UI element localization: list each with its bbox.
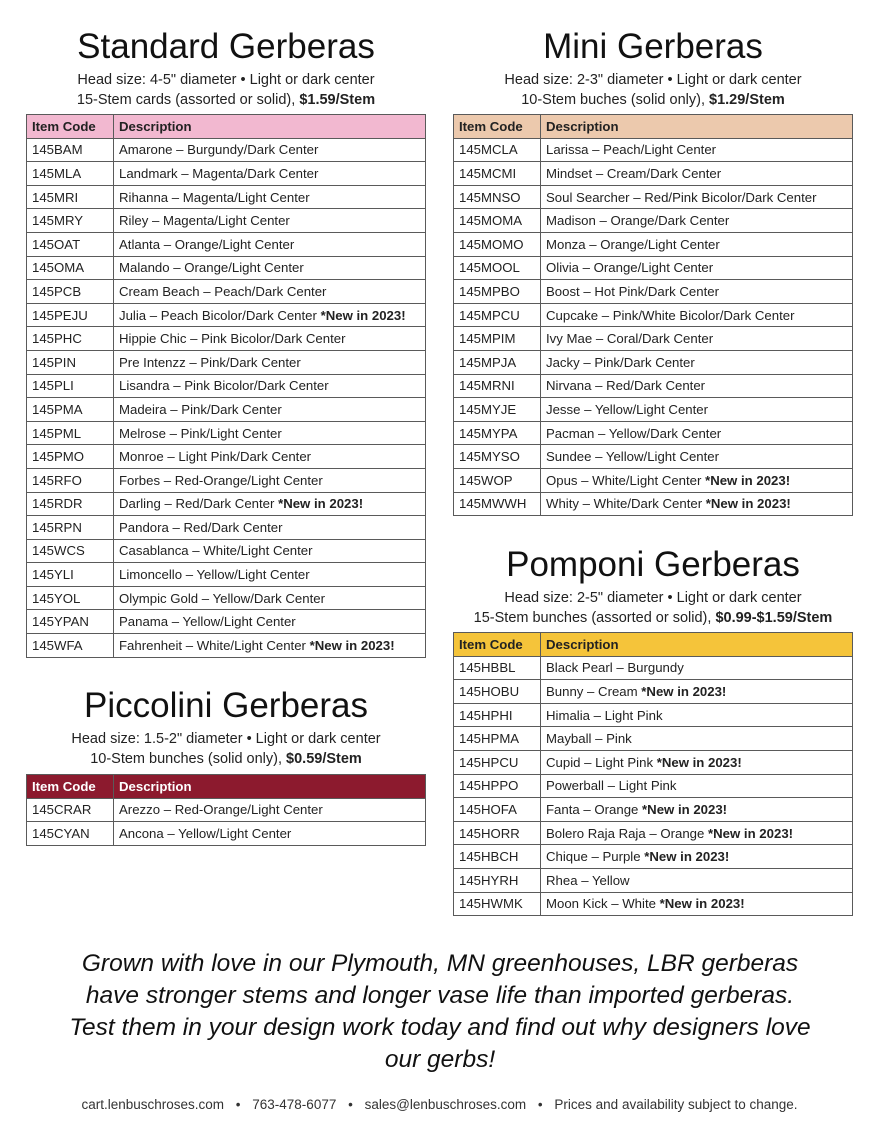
table-row — [27, 232, 426, 256]
item-description: Boost – Hot Pink/Dark Center — [546, 283, 719, 299]
item-code: 145CYAN — [27, 822, 114, 846]
item-description: Olympic Gold – Yellow/Dark Center — [119, 590, 325, 606]
table-row — [27, 162, 426, 186]
item-description-cell — [541, 256, 853, 280]
item-description-cell — [541, 138, 853, 162]
new-badge: *New in 2023! — [708, 825, 794, 841]
item-code: 145YPAN — [27, 610, 114, 634]
item-description-cell — [114, 374, 426, 398]
item-description: Panama – Yellow/Light Center — [119, 614, 296, 630]
item-description: Cupcake – Pink/White Bicolor/Dark Center — [546, 307, 795, 323]
piccolini-table — [26, 774, 426, 846]
item-description-cell — [114, 280, 426, 304]
table-row — [27, 798, 426, 822]
piccolini-section — [26, 687, 426, 769]
table-row — [27, 563, 426, 587]
pomponi-table — [453, 632, 853, 916]
table-row — [454, 868, 853, 892]
item-code: 145PCB — [27, 280, 114, 304]
table-row — [454, 821, 853, 845]
item-code: 145HPMA — [454, 727, 541, 751]
footer — [0, 1097, 879, 1112]
item-code: 145HPCU — [454, 750, 541, 774]
item-code: 145HBBL — [454, 656, 541, 680]
item-code: 145HBCH — [454, 845, 541, 869]
item-description: Nirvana – Red/Dark Center — [546, 378, 706, 394]
item-description: Olivia – Orange/Light Center — [546, 260, 714, 276]
item-description: Mindset – Cream/Dark Center — [546, 165, 722, 181]
item-description: Hippie Chic – Pink Bicolor/Dark Center — [119, 331, 346, 347]
item-code: 145PML — [27, 421, 114, 445]
item-code: 145PIN — [27, 350, 114, 374]
footer-separator: • — [235, 1097, 241, 1112]
item-description-cell — [114, 634, 426, 658]
item-description: Pre Intenzz – Pink/Dark Center — [119, 354, 301, 370]
footer-phone[interactable]: 763-478-6077 — [252, 1097, 337, 1112]
table-row — [27, 327, 426, 351]
item-code: 145PLI — [27, 374, 114, 398]
item-code: 145MOMA — [454, 209, 541, 233]
new-badge: *New in 2023! — [320, 307, 406, 323]
item-code-header: Item Code — [454, 115, 541, 139]
new-badge: *New in 2023! — [659, 896, 745, 912]
table-row — [454, 445, 853, 469]
item-description-cell — [114, 398, 426, 422]
table-row — [454, 492, 853, 516]
item-description: Cupid – Light Pink — [546, 754, 657, 770]
table-row — [454, 398, 853, 422]
item-description-cell — [541, 280, 853, 304]
item-description: Moon Kick – White — [546, 896, 660, 912]
table-row — [454, 892, 853, 916]
pomponi-price: $0.99-$1.59/Stem — [715, 610, 833, 626]
item-code-header: Item Code — [27, 115, 114, 139]
item-code: 145OMA — [27, 256, 114, 280]
item-description: Landmark – Magenta/Dark Center — [119, 165, 319, 181]
table-row — [454, 185, 853, 209]
item-description: Julia – Peach Bicolor/Dark Center — [119, 307, 321, 323]
item-description-cell — [541, 821, 853, 845]
table-row — [454, 162, 853, 186]
item-code: 145HPPO — [454, 774, 541, 798]
item-description: Himalia – Light Pink — [546, 707, 663, 723]
item-description-cell — [541, 209, 853, 233]
table-row — [454, 374, 853, 398]
table-row — [27, 468, 426, 492]
item-description-cell — [541, 727, 853, 751]
table-header-row — [454, 633, 853, 657]
item-description: Fahrenheit – White/Light Center — [119, 637, 310, 653]
item-description-cell — [541, 703, 853, 727]
table-row — [27, 303, 426, 327]
item-description-cell — [541, 162, 853, 186]
item-description-cell — [541, 774, 853, 798]
item-description-cell — [114, 256, 426, 280]
item-description-cell — [541, 892, 853, 916]
footer-separator: • — [348, 1097, 353, 1112]
item-code: 145WCS — [27, 539, 114, 563]
item-description-cell — [114, 232, 426, 256]
item-code: 145MRY — [27, 209, 114, 233]
item-code: 145MOMO — [454, 232, 541, 256]
mini-price: $1.29/Stem — [709, 92, 785, 108]
item-code: 145MNSO — [454, 185, 541, 209]
item-code: 145MPJA — [454, 350, 541, 374]
pomponi-section — [453, 546, 853, 628]
table-row — [27, 822, 426, 846]
table-row — [27, 421, 426, 445]
item-description-cell — [114, 539, 426, 563]
table-row — [27, 209, 426, 233]
item-description: Bolero Raja Raja – Orange — [546, 825, 709, 841]
item-description: Fanta – Orange — [546, 801, 643, 817]
description-header: Description — [541, 633, 853, 657]
item-description: Mayball – Pink — [546, 731, 632, 747]
item-description: Ivy Mae – Coral/Dark Center — [546, 331, 714, 347]
table-row — [27, 256, 426, 280]
item-description-cell — [114, 798, 426, 822]
item-code: 145HOBU — [454, 680, 541, 704]
item-description: Chique – Purple — [546, 849, 645, 865]
mini-table — [453, 114, 853, 516]
item-code: 145YLI — [27, 563, 114, 587]
item-description-cell — [541, 303, 853, 327]
item-description-cell — [541, 868, 853, 892]
pomponi-pricing-text: 15-Stem bunches (assorted or solid), — [473, 610, 716, 626]
table-row — [27, 586, 426, 610]
item-code: 145HWMK — [454, 892, 541, 916]
item-description: Whity – White/Dark Center — [546, 496, 706, 512]
item-description: Pandora – Red/Dark Center — [119, 519, 283, 535]
table-row — [454, 209, 853, 233]
item-description: Jesse – Yellow/Light Center — [546, 401, 709, 417]
item-description-cell — [114, 516, 426, 540]
item-code: 145MPCU — [454, 303, 541, 327]
item-code: 145WOP — [454, 468, 541, 492]
item-description-cell — [114, 350, 426, 374]
item-code: 145MYSO — [454, 445, 541, 469]
item-description-cell — [541, 680, 853, 704]
standard-table — [26, 114, 426, 658]
item-description-cell — [114, 162, 426, 186]
item-description: Opus – White/Light Center — [546, 472, 706, 488]
item-description: Malando – Orange/Light Center — [119, 260, 304, 276]
item-description-cell — [541, 185, 853, 209]
item-description: Rihanna – Magenta/Light Center — [119, 189, 310, 205]
item-description-cell — [114, 563, 426, 587]
table-row — [454, 774, 853, 798]
item-code: 145MCMI — [454, 162, 541, 186]
piccolini-price: $0.59/Stem — [286, 751, 362, 767]
item-description: Monza – Orange/Light Center — [546, 236, 720, 252]
item-description-cell — [541, 421, 853, 445]
item-description-cell — [114, 209, 426, 233]
item-code: 145MRNI — [454, 374, 541, 398]
item-description-cell — [114, 610, 426, 634]
table-header-row — [27, 775, 426, 799]
item-description: Monroe – Light Pink/Dark Center — [119, 449, 312, 465]
item-description-cell — [114, 138, 426, 162]
standard-pricing — [26, 90, 426, 110]
piccolini-pricing — [26, 749, 426, 769]
table-row — [27, 138, 426, 162]
new-badge: *New in 2023! — [705, 472, 791, 488]
item-description-cell — [541, 468, 853, 492]
table-row — [27, 398, 426, 422]
new-badge: *New in 2023! — [705, 496, 791, 512]
item-code: 145MCLA — [454, 138, 541, 162]
item-code: 145CRAR — [27, 798, 114, 822]
item-description-cell — [114, 492, 426, 516]
table-row — [27, 539, 426, 563]
piccolini-head-size: Head size: 1.5-2" diameter • Light or dark center — [71, 731, 381, 747]
table-row — [454, 232, 853, 256]
mini-pricing — [453, 90, 853, 110]
table-row — [454, 350, 853, 374]
item-code-header: Item Code — [454, 633, 541, 657]
item-description: Ancona – Yellow/Light Center — [119, 825, 292, 841]
item-description: Lisandra – Pink Bicolor/Dark Center — [119, 378, 329, 394]
item-description: Riley – Magenta/Light Center — [119, 213, 290, 229]
item-code: 145MPIM — [454, 327, 541, 351]
table-row — [454, 303, 853, 327]
item-code: 145RFO — [27, 468, 114, 492]
standard-head-size: Head size: 4-5" diameter • Light or dark center — [77, 72, 375, 88]
item-code: 145HORR — [454, 821, 541, 845]
item-code: 145MOOL — [454, 256, 541, 280]
item-description: Madeira – Pink/Dark Center — [119, 401, 282, 417]
table-row — [454, 750, 853, 774]
table-row — [27, 350, 426, 374]
item-description-cell — [541, 750, 853, 774]
table-row — [454, 727, 853, 751]
item-code: 145MYPA — [454, 421, 541, 445]
standard-pricing-text: 15-Stem cards (assorted or solid), — [76, 92, 300, 108]
item-description-cell — [541, 798, 853, 822]
footer-note: Prices and availability subject to change. — [554, 1097, 798, 1112]
table-row — [454, 138, 853, 162]
item-code: 145PMA — [27, 398, 114, 422]
item-description: Black Pearl – Burgundy — [546, 660, 684, 676]
table-row — [454, 798, 853, 822]
item-description-cell — [114, 822, 426, 846]
piccolini-title: Piccolini Gerberas — [84, 686, 368, 725]
item-code: 145PEJU — [27, 303, 114, 327]
table-row — [454, 656, 853, 680]
table-row — [454, 845, 853, 869]
table-row — [454, 703, 853, 727]
table-header-row — [454, 115, 853, 139]
item-description-cell — [114, 586, 426, 610]
table-row — [27, 374, 426, 398]
mini-title: Mini Gerberas — [543, 27, 763, 66]
item-description: Cream Beach – Peach/Dark Center — [119, 283, 327, 299]
item-code-header: Item Code — [27, 775, 114, 799]
item-code: 145HPHI — [454, 703, 541, 727]
item-code: 145RDR — [27, 492, 114, 516]
item-description-cell — [114, 445, 426, 469]
item-description: Sundee – Yellow/Light Center — [546, 449, 720, 465]
item-description: Arezzo – Red-Orange/Light Center — [119, 802, 323, 818]
mini-section — [453, 28, 853, 110]
pomponi-pricing — [453, 608, 853, 628]
item-description: Pacman – Yellow/Dark Center — [546, 425, 722, 441]
description-header: Description — [541, 115, 853, 139]
item-code: 145MRI — [27, 185, 114, 209]
item-code: 145MWWH — [454, 492, 541, 516]
item-description-cell — [541, 492, 853, 516]
item-description-cell — [114, 327, 426, 351]
item-code: 145BAM — [27, 138, 114, 162]
item-code: 145MLA — [27, 162, 114, 186]
item-code: 145MYJE — [454, 398, 541, 422]
item-code: 145OAT — [27, 232, 114, 256]
item-code: 145YOL — [27, 586, 114, 610]
item-description: Casablanca – White/Light Center — [119, 543, 313, 559]
item-description: Forbes – Red-Orange/Light Center — [119, 472, 323, 488]
table-row — [454, 256, 853, 280]
table-header-row — [27, 115, 426, 139]
new-badge: *New in 2023! — [641, 683, 727, 699]
table-row — [27, 610, 426, 634]
item-description: Rhea – Yellow — [546, 872, 630, 888]
item-code: 145RPN — [27, 516, 114, 540]
mini-head-size: Head size: 2-3" diameter • Light or dark center — [504, 72, 802, 88]
item-description: Atlanta – Orange/Light Center — [119, 236, 295, 252]
standard-title: Standard Gerberas — [77, 27, 375, 66]
item-description-cell — [541, 350, 853, 374]
item-description-cell — [114, 421, 426, 445]
item-description-cell — [541, 656, 853, 680]
footer-email-link[interactable]: sales@lenbuschroses.com — [364, 1097, 527, 1112]
table-row — [454, 327, 853, 351]
item-description-cell — [541, 398, 853, 422]
standard-price: $1.59/Stem — [299, 92, 376, 108]
pomponi-title: Pomponi Gerberas — [506, 545, 800, 584]
standard-section — [26, 28, 426, 110]
new-badge: *New in 2023! — [642, 801, 728, 817]
table-row — [27, 280, 426, 304]
item-description: Soul Searcher – Red/Pink Bicolor/Dark Center — [546, 189, 817, 205]
new-badge: *New in 2023! — [656, 754, 742, 770]
item-description: Jacky – Pink/Dark Center — [546, 354, 695, 370]
item-code: 145HOFA — [454, 798, 541, 822]
table-row — [454, 680, 853, 704]
item-description: Powerball – Light Pink — [546, 778, 677, 794]
mini-pricing-text: 10-Stem buches (solid only), — [521, 92, 709, 108]
item-code: 145PMO — [27, 445, 114, 469]
table-row — [27, 492, 426, 516]
table-row — [27, 445, 426, 469]
table-row — [27, 185, 426, 209]
item-description-cell — [114, 185, 426, 209]
item-description-cell — [541, 845, 853, 869]
item-description-cell — [541, 232, 853, 256]
item-code: 145MPBO — [454, 280, 541, 304]
pomponi-head-size: Head size: 2-5" diameter • Light or dark center — [504, 590, 802, 606]
item-description: Melrose – Pink/Light Center — [119, 425, 282, 441]
item-description-cell — [541, 445, 853, 469]
footer-separator: • — [537, 1097, 543, 1112]
table-row — [454, 421, 853, 445]
item-description-cell — [541, 327, 853, 351]
item-description: Bunny – Cream — [546, 683, 642, 699]
new-badge: *New in 2023! — [309, 637, 395, 653]
table-row — [27, 516, 426, 540]
item-code: 145PHC — [27, 327, 114, 351]
description-header: Description — [114, 115, 426, 139]
new-badge: *New in 2023! — [278, 496, 364, 512]
item-description-cell — [114, 468, 426, 492]
description-header: Description — [114, 775, 426, 799]
item-description: Limoncello – Yellow/Light Center — [119, 567, 310, 583]
table-row — [454, 468, 853, 492]
item-code: 145HYRH — [454, 868, 541, 892]
item-description: Larissa – Peach/Light Center — [546, 142, 717, 158]
item-description: Amarone – Burgundy/Dark Center — [119, 142, 319, 158]
item-description: Darling – Red/Dark Center — [119, 496, 279, 512]
item-code: 145WFA — [27, 634, 114, 658]
table-row — [27, 634, 426, 658]
table-row — [454, 280, 853, 304]
piccolini-pricing-text: 10-Stem bunches (solid only), — [90, 751, 287, 767]
tagline: Grown with love in our Plymouth, MN greenhouses, LBR gerberas have stronger stems and longer vase life than imported gerberas. Test them in your design work today and find out why designers love our gerbs! — [69, 950, 811, 1073]
item-description-cell — [541, 374, 853, 398]
item-description-cell — [114, 303, 426, 327]
item-description: Madison – Orange/Dark Center — [546, 213, 730, 229]
footer-website-link[interactable]: cart.lenbuschroses.com — [81, 1097, 224, 1112]
new-badge: *New in 2023! — [644, 849, 730, 865]
